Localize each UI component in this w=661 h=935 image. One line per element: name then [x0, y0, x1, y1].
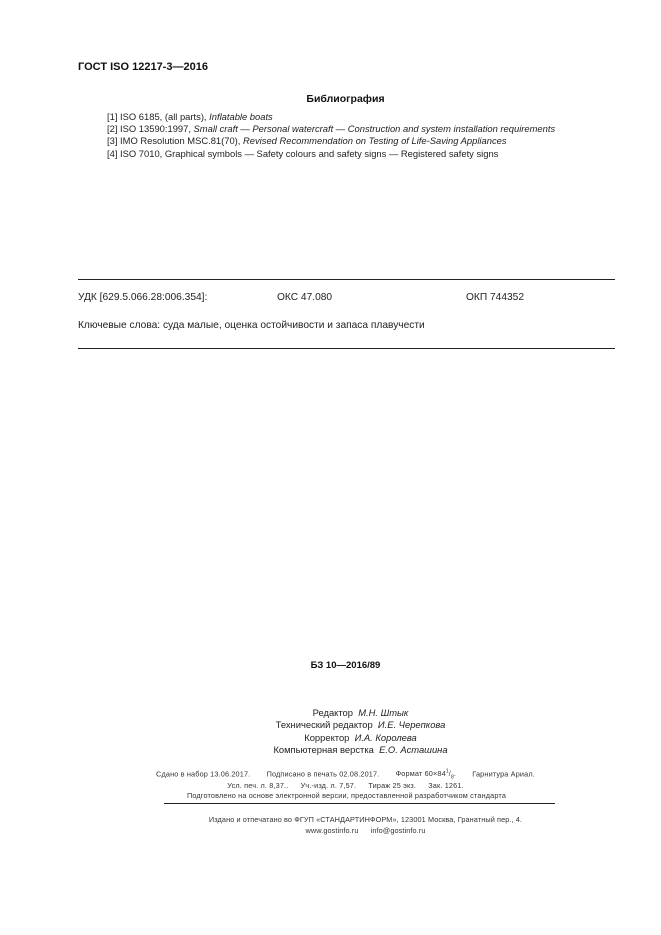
credit-technical-editor: Технический редактор И.Е. Черепкова	[275, 719, 446, 731]
divider-top	[78, 279, 615, 280]
entry-number: [2]	[107, 123, 118, 135]
entry-title: Small craft — Personal watercraft — Construction and system installation requirements	[193, 123, 556, 135]
entry-reference: ISO 13590:1997,	[120, 123, 191, 135]
entry-title: Revised Recommendation on Testing of Life-Saving Appliances	[243, 135, 507, 147]
print-details-line-1: Сдано в набор 13.06.2017. Подписано в печать 02.08.2017. Формат $60\times 84^1/_8$. Гарнитура Ариал.	[156, 769, 535, 781]
publisher-contacts	[0, 826, 661, 835]
bibliography-entry	[107, 148, 555, 160]
bibliography-title: Библиография	[306, 93, 385, 105]
oks-code: ОКС 47.080	[277, 292, 333, 303]
credit-layout: Компьютерная верстка Е.О. Асташина	[273, 744, 448, 756]
bibliography-entry	[107, 135, 555, 147]
entry-title: Inflatable boats	[209, 111, 273, 122]
bibliography-list	[107, 111, 555, 160]
bibliography-entry	[107, 111, 555, 123]
print-details-line-2: Усл. печ. л. 8,37.. Уч.-изд. л. 7,57. Тираж 25 экз. Зак. 1261.	[227, 781, 464, 790]
entry-reference: ISO 6185, (all parts),	[120, 111, 207, 122]
credit-editor: Редактор М.Н. Штык	[312, 707, 409, 718]
credit-proofreader: Корректор И.А. Королева	[304, 731, 417, 743]
entry-number: [4]	[107, 147, 118, 159]
entry-number: [3]	[107, 135, 118, 147]
okp-code: ОКП 744352	[466, 292, 525, 303]
entry-number: [1]	[107, 111, 118, 122]
standard-id: ГОСТ ISO 12217-3—2016	[78, 61, 208, 73]
bibliography-entry	[107, 123, 555, 135]
format: Формат $60\times 84^1/_8$.	[395, 769, 457, 781]
publisher-line: Издано и отпечатано во ФГУП «СТАНДАРТИНФОРМ», 123001 Москва, Гранатный пер., 4.	[208, 815, 523, 824]
bz-number: БЗ 10—2016/89	[310, 660, 381, 671]
website-link[interactable]: www.gostinfo.ru	[305, 826, 359, 835]
entry-reference: ISO 7010, Graphical symbols — Safety colours and safety signs — Registered safety signs	[120, 147, 499, 159]
credits	[0, 707, 661, 757]
entry-reference: IMO Resolution MSC.81(70),	[120, 135, 241, 147]
prepared-note: Подготовлено на основе электронной версии, предоставленной разработчиком стандарта	[186, 791, 507, 800]
email-link[interactable]: info@gostinfo.ru	[370, 826, 426, 835]
keywords: Ключевые слова: суда малые, оценка остойчивости и запаса плавучести	[78, 320, 425, 331]
udk-code: УДК [629.5.066.28:006.354]:	[78, 292, 208, 303]
divider-imprint	[164, 803, 555, 804]
divider-bottom	[78, 348, 615, 349]
